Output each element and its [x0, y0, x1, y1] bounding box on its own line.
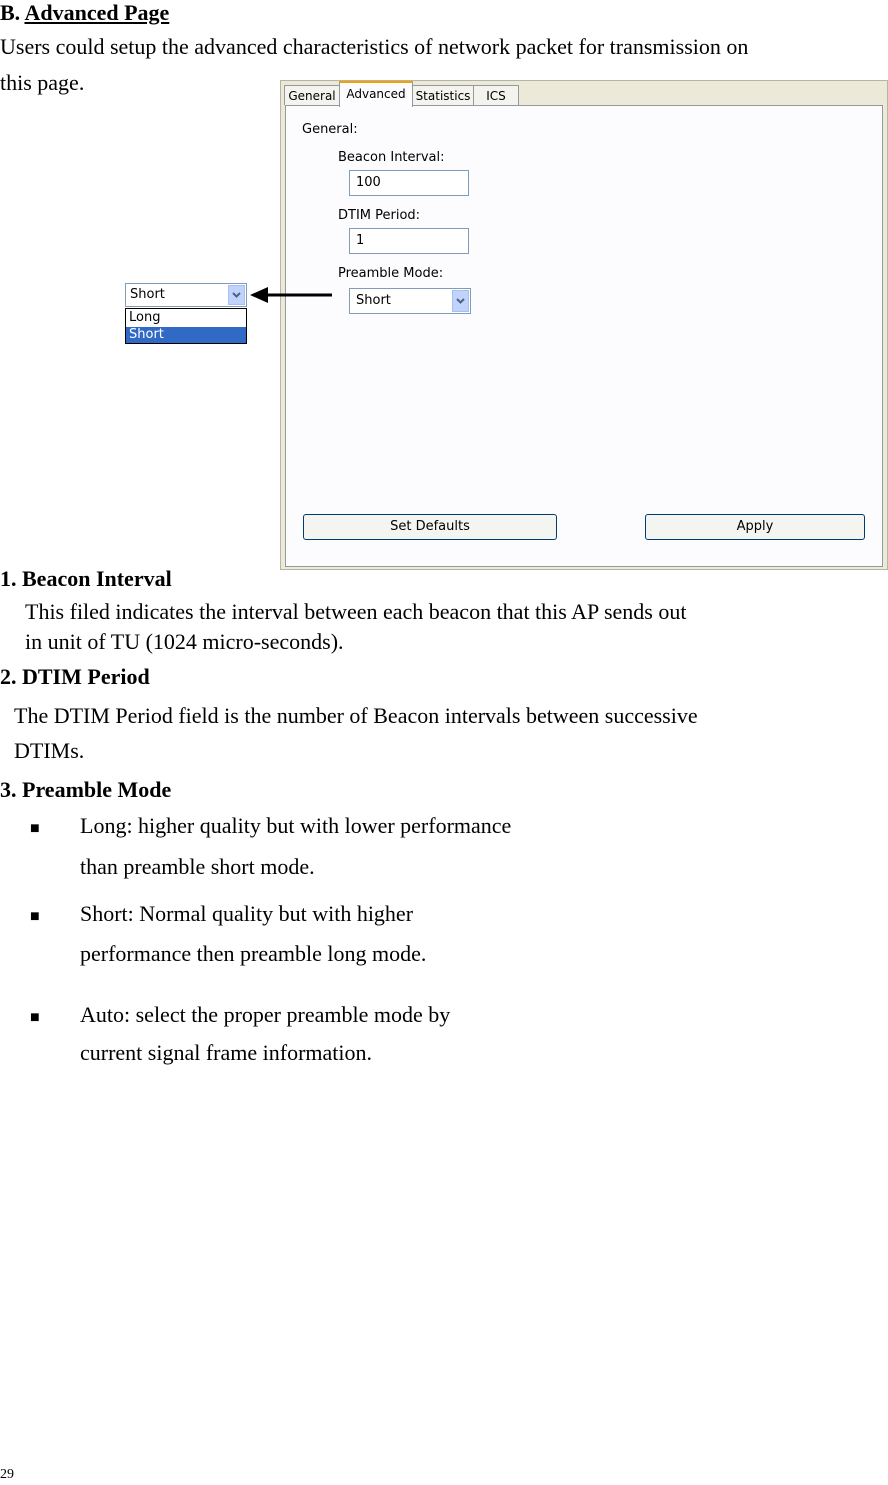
- settings-screenshot: [280, 80, 888, 570]
- dtim-period-desc-2: DTIMs.: [14, 738, 85, 763]
- apply-button[interactable]: Apply: [645, 514, 865, 540]
- dtim-period-desc-1: The DTIM Period field is the number of Beacon intervals between successive: [14, 703, 698, 728]
- chevron-down-icon[interactable]: [452, 290, 469, 312]
- beacon-interval-label: Beacon Interval:: [338, 150, 445, 165]
- beacon-interval-desc-2: in unit of TU (1024 micro-seconds).: [25, 629, 344, 654]
- preamble-long-desc-2: than preamble short mode.: [80, 854, 315, 879]
- beacon-interval-desc-1: This filed indicates the interval between each beacon that this AP sends out: [25, 599, 687, 624]
- preamble-dropdown-callout[interactable]: [125, 283, 247, 307]
- set-defaults-button[interactable]: Set Defaults: [303, 514, 557, 540]
- dropdown-options-list: [125, 308, 247, 344]
- preamble-mode-select[interactable]: [349, 288, 471, 314]
- tab-general[interactable]: General: [284, 85, 340, 105]
- chevron-down-icon[interactable]: [228, 285, 245, 305]
- dropdown-callout-value: Short: [130, 287, 165, 302]
- beacon-interval-heading: 1. Beacon Interval: [0, 566, 172, 591]
- section-prefix: B.: [0, 0, 25, 25]
- dropdown-option-long[interactable]: Long: [129, 310, 161, 325]
- dtim-period-heading: 2. DTIM Period: [0, 664, 150, 689]
- bullet-icon: ■: [30, 908, 40, 925]
- dropdown-option-short[interactable]: Short: [126, 327, 246, 343]
- bullet-icon: ■: [30, 1009, 40, 1026]
- dtim-period-input[interactable]: 1: [349, 228, 469, 254]
- preamble-mode-label: Preamble Mode:: [338, 266, 444, 281]
- tab-advanced[interactable]: Advanced: [339, 81, 413, 107]
- tab-statistics[interactable]: Statistics: [412, 85, 474, 105]
- preamble-auto-desc-1: Auto: select the proper preamble mode by: [80, 1002, 451, 1027]
- arrow-icon: [248, 284, 334, 306]
- bullet-icon: ■: [30, 820, 40, 837]
- preamble-mode-heading: 3. Preamble Mode: [0, 777, 172, 802]
- tab-ics[interactable]: ICS: [473, 85, 519, 105]
- preamble-mode-value: Short: [356, 293, 391, 308]
- beacon-interval-input[interactable]: 100: [349, 170, 469, 196]
- page-number: 29: [0, 1467, 14, 1482]
- preamble-short-desc-2: performance then preamble long mode.: [80, 941, 427, 966]
- preamble-short-desc-1: Short: Normal quality but with higher: [80, 901, 414, 926]
- preamble-auto-desc-2: current signal frame information.: [80, 1040, 373, 1065]
- intro-line-2: this page.: [0, 70, 85, 95]
- tab-bar: [281, 81, 887, 107]
- section-title-text: Advanced Page: [24, 0, 170, 25]
- section-title: [0, 0, 169, 26]
- dtim-period-label: DTIM Period:: [338, 208, 421, 223]
- tab-panel: [285, 105, 883, 567]
- intro-line-1: Users could setup the advanced characteristics of network packet for transmission on: [0, 34, 749, 59]
- general-group-label: General:: [302, 122, 358, 137]
- preamble-long-desc-1: Long: higher quality but with lower performance: [80, 813, 512, 838]
